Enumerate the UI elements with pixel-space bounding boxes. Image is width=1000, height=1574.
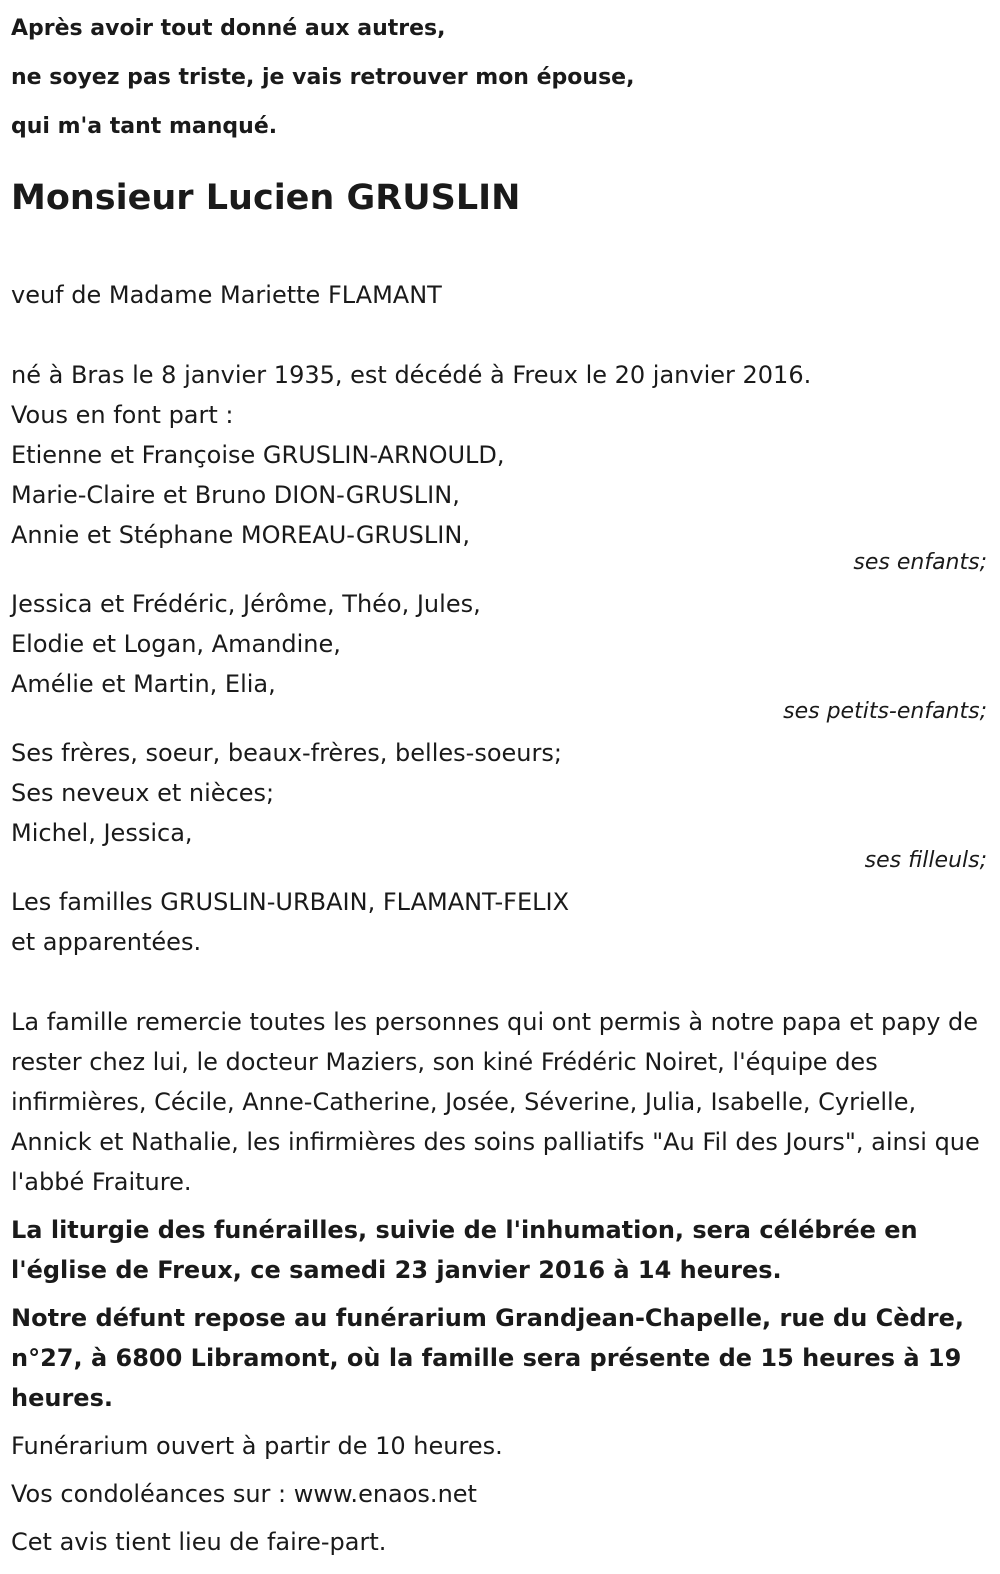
condolences-line: Vos condoléances sur : www.enaos.net <box>11 1480 477 1508</box>
deceased-name: Monsieur Lucien GRUSLIN <box>11 178 521 218</box>
family-line: Les familles GRUSLIN-URBAIN, FLAMANT-FELIX <box>11 888 570 916</box>
role-label: ses enfants; <box>853 550 987 575</box>
role-label: ses petits-enfants; <box>783 699 987 724</box>
quote-line: qui m'a tant manqué. <box>11 114 278 139</box>
children-block <box>11 435 989 555</box>
family-line: Jessica et Frédéric, Jérôme, Théo, Jules, <box>11 590 481 618</box>
quote-line: Après avoir tout donné aux autres, <box>11 16 446 41</box>
thanks-paragraph: La famille remercie toutes les personnes qui ont permis à notre papa et papy de rester chez lui, le docteur Maziers, son kiné Frédéric Noiret, l'équipe des infirmières, Cécile, Anne-Catherine, Josée, Séverine, Julia, Isabelle, Cyrielle, Annick et Nathalie, les infirmières des soins palliatifs "Au Fil des Jours", ainsi que l'abbé Fraiture. <box>11 1008 980 1196</box>
family-line: Michel, Jessica, <box>11 819 193 847</box>
family-line: Ses neveux et nièces; <box>11 779 275 807</box>
relatives-block <box>11 733 989 853</box>
family-line: Etienne et Françoise GRUSLIN-ARNOULD, <box>11 441 505 469</box>
notice-line: Cet avis tient lieu de faire-part. <box>11 1528 387 1556</box>
widow-of: veuf de Madame Mariette FLAMANT <box>11 281 442 309</box>
family-line: Ses frères, soeur, beaux-frères, belles-soeurs; <box>11 739 562 767</box>
announce-label: Vous en font part : <box>11 401 234 429</box>
birth-death-dates: né à Bras le 8 janvier 1935, est décédé à Freux le 20 janvier 2016. <box>11 361 812 389</box>
liturgy-paragraph: La liturgie des funérailles, suivie de l'inhumation, sera célébrée en l'église de Freux, ce samedi 23 janvier 2016 à 14 heures. <box>11 1216 918 1284</box>
family-line: Elodie et Logan, Amandine, <box>11 630 341 658</box>
family-line: Annie et Stéphane MOREAU-GRUSLIN, <box>11 521 470 549</box>
obituary-notice <box>11 0 989 1562</box>
quote-line: ne soyez pas triste, je vais retrouver mon épouse, <box>11 65 635 90</box>
grandchildren-block <box>11 584 989 704</box>
repose-paragraph: Notre défunt repose au funérarium Grandjean-Chapelle, rue du Cèdre, n°27, à 6800 Libramont, où la famille sera présente de 15 heures à 19 heures. <box>11 1304 964 1412</box>
family-line: Marie-Claire et Bruno DION-GRUSLIN, <box>11 481 460 509</box>
family-line: et apparentées. <box>11 928 202 956</box>
opening-hours: Funérarium ouvert à partir de 10 heures. <box>11 1432 503 1460</box>
family-line: Amélie et Martin, Elia, <box>11 670 276 698</box>
role-label: ses filleuls; <box>864 848 987 873</box>
epitaph-quote <box>11 0 989 151</box>
families-block <box>11 882 989 962</box>
